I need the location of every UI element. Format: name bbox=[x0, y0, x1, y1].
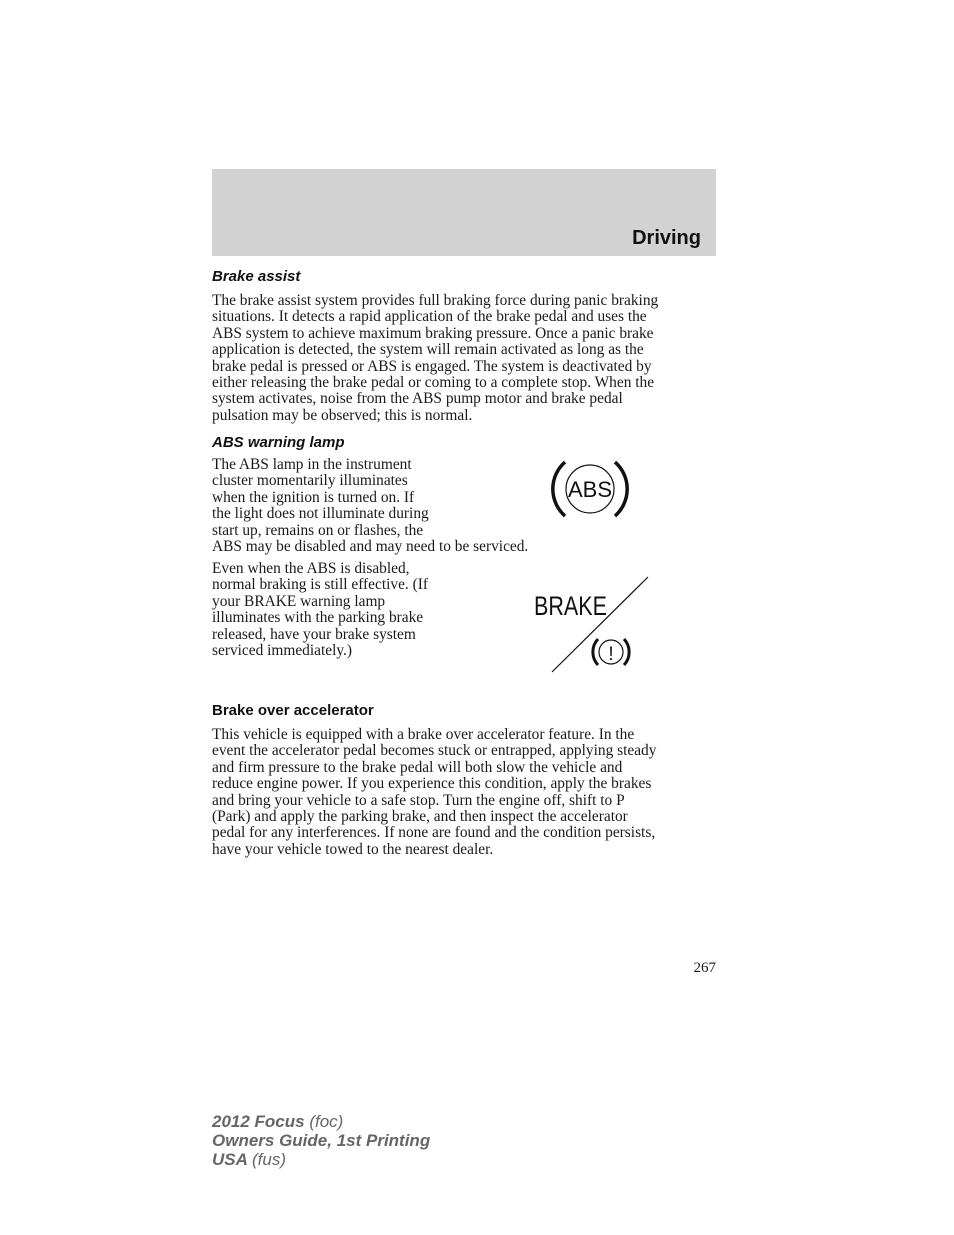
brake-over-accelerator-paragraph bbox=[212, 727, 656, 858]
text-line: released, have your brake system bbox=[212, 625, 416, 643]
text-line: pulsation may be observed; this is normal. bbox=[212, 406, 473, 424]
text-line: and bring your vehicle to a safe stop. Turn the engine off, shift to P bbox=[212, 791, 625, 809]
text-line: ABS may be disabled and may need to be serviced. bbox=[212, 538, 529, 556]
text-line: cluster momentarily illuminates bbox=[212, 472, 408, 490]
footer-model-code: (foc) bbox=[309, 1112, 344, 1131]
text-line: system activates, noise from the ABS pump motor and brake pedal bbox=[212, 390, 623, 408]
footer-model: 2012 Focus bbox=[212, 1112, 305, 1131]
footer-market-code: (fus) bbox=[252, 1150, 286, 1169]
text-line: the light does not illuminate during bbox=[212, 505, 429, 523]
text-line: start up, remains on or flashes, the bbox=[212, 521, 424, 539]
exclamation-icon-glyph: ! bbox=[608, 644, 614, 665]
brake-assist-paragraph bbox=[212, 293, 658, 424]
text-line: This vehicle is equipped with a brake over accelerator feature. In the bbox=[212, 726, 635, 743]
text-line: either releasing the brake pedal or coming to a complete stop. When the bbox=[212, 374, 655, 392]
text-line: pedal for any interferences. If none are found and the condition persists, bbox=[212, 824, 656, 842]
text-line: The brake assist system provides full braking force during panic braking bbox=[212, 292, 659, 309]
text-line: (Park) and apply the parking brake, and then inspect the accelerator bbox=[212, 808, 628, 826]
text-line: when the ignition is turned on. If bbox=[212, 488, 415, 506]
footer-line-edition: Owners Guide, 1st Printing bbox=[212, 1131, 431, 1150]
text-line: illuminates with the parking brake bbox=[212, 609, 424, 627]
footer-market: USA bbox=[212, 1150, 248, 1169]
footer-line-market bbox=[212, 1150, 430, 1169]
abs-warning-lamp-icon bbox=[548, 456, 632, 527]
text-line: brake pedal is pressed or ABS is engaged. The system is deactivated by bbox=[212, 357, 652, 375]
text-line: application is detected, the system will remain activated as long as the bbox=[212, 341, 644, 359]
text-line: situations. It detects a rapid application of the brake pedal and uses the bbox=[212, 308, 647, 326]
text-line: reduce engine power. If you experience this condition, apply the brakes bbox=[212, 775, 652, 793]
brake-icon-label: BRAKE bbox=[534, 591, 607, 621]
text-line: serviced immediately.) bbox=[212, 642, 353, 660]
section-header-band bbox=[212, 169, 716, 256]
text-line: normal braking is still effective. (If bbox=[212, 576, 428, 594]
text-line: ABS system to achieve maximum braking pressure. Once a panic brake bbox=[212, 324, 654, 342]
abs-disabled-paragraph bbox=[212, 561, 428, 659]
abs-warning-lamp-paragraph bbox=[212, 457, 528, 555]
text-line: and firm pressure to the brake pedal will both slow the vehicle and bbox=[212, 758, 623, 776]
brake-over-accelerator-heading: Brake over accelerator bbox=[212, 702, 374, 719]
abs-warning-lamp-heading: ABS warning lamp bbox=[212, 434, 345, 451]
abs-icon-label: ABS bbox=[567, 477, 613, 502]
footer-line-model bbox=[212, 1112, 430, 1131]
text-line: event the accelerator pedal becomes stuck or entrapped, applying steady bbox=[212, 742, 657, 760]
text-line: have your vehicle towed to the nearest dealer. bbox=[212, 840, 494, 858]
section-title: Driving bbox=[632, 227, 701, 249]
text-line: Even when the ABS is disabled, bbox=[212, 560, 410, 577]
text-line: your BRAKE warning lamp bbox=[212, 592, 386, 610]
page-number: 267 bbox=[693, 960, 716, 976]
document-footer bbox=[212, 1112, 430, 1169]
brake-assist-heading: Brake assist bbox=[212, 268, 301, 285]
text-line: The ABS lamp in the instrument bbox=[212, 456, 412, 473]
brake-warning-lamp-icon bbox=[530, 575, 652, 680]
